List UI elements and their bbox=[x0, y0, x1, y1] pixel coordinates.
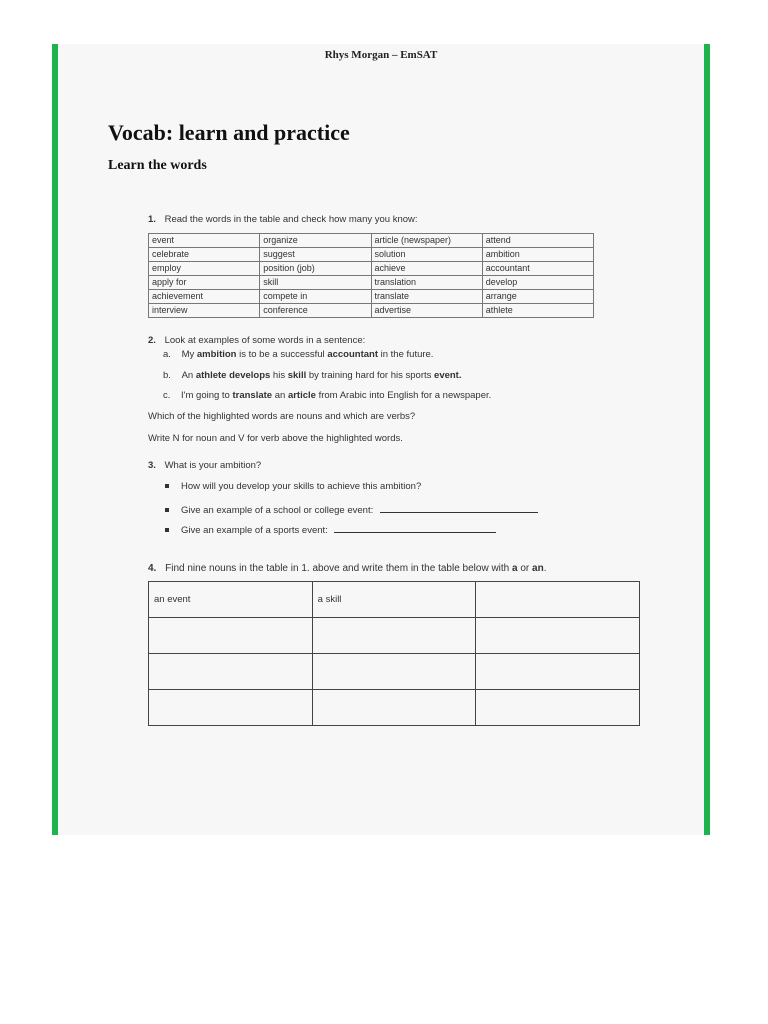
table-cell bbox=[476, 690, 640, 726]
table-row bbox=[149, 654, 640, 690]
table-cell: employ bbox=[149, 262, 260, 276]
bullet-icon bbox=[165, 508, 169, 512]
table-cell: article (newspaper) bbox=[371, 234, 482, 248]
highlighted-word: athlete develops bbox=[195, 370, 271, 381]
highlighted-word: article bbox=[287, 390, 316, 401]
question-number: 2. bbox=[148, 335, 156, 346]
question-3 bbox=[148, 460, 261, 471]
table-row bbox=[149, 276, 594, 290]
table-cell: celebrate bbox=[149, 248, 260, 262]
list-marker: c. bbox=[163, 390, 171, 401]
page-subtitle: Learn the words bbox=[108, 158, 207, 173]
question-1 bbox=[148, 214, 418, 225]
question-text: . bbox=[543, 563, 547, 574]
table-row bbox=[149, 618, 640, 654]
right-margin-bar bbox=[704, 44, 710, 835]
table-cell: accountant bbox=[482, 262, 593, 276]
table-cell bbox=[312, 654, 476, 690]
bullet-icon bbox=[165, 484, 169, 488]
table-row bbox=[149, 582, 640, 618]
table-cell: develop bbox=[482, 276, 593, 290]
list-marker: b. bbox=[163, 370, 171, 381]
table-cell: translation bbox=[371, 276, 482, 290]
table-cell: solution bbox=[371, 248, 482, 262]
highlighted-word: ambition bbox=[196, 349, 237, 360]
table-cell: achieve bbox=[371, 262, 482, 276]
table-row bbox=[149, 690, 640, 726]
table-cell: a skill bbox=[312, 582, 476, 618]
sentence-text: an bbox=[272, 390, 288, 401]
list-marker: a. bbox=[163, 349, 171, 360]
table-cell: an event bbox=[149, 582, 313, 618]
table-cell: attend bbox=[482, 234, 593, 248]
sentence-text: An bbox=[181, 370, 196, 381]
table-row bbox=[149, 248, 594, 262]
highlighted-word: translate bbox=[232, 390, 273, 401]
instruction-line: Which of the highlighted words are nouns and which are verbs? bbox=[148, 411, 416, 422]
table-row bbox=[149, 290, 594, 304]
page-title: Vocab: learn and practice bbox=[108, 120, 350, 145]
example-sentence-a bbox=[163, 349, 433, 360]
highlighted-word: skill bbox=[287, 370, 307, 381]
sentence-text: I'm going to bbox=[181, 390, 233, 401]
sentence-text: My bbox=[181, 349, 197, 360]
highlighted-word: accountant bbox=[327, 349, 378, 360]
sentence-text: is to be a successful bbox=[236, 349, 328, 360]
answer-table bbox=[148, 581, 640, 726]
table-cell: athlete bbox=[482, 304, 593, 318]
table-row bbox=[149, 234, 594, 248]
table-cell: arrange bbox=[482, 290, 593, 304]
sentence-text: in the future. bbox=[378, 349, 434, 360]
table-cell: suggest bbox=[260, 248, 371, 262]
table-cell bbox=[149, 618, 313, 654]
bullet-icon bbox=[165, 528, 169, 532]
table-cell: position (job) bbox=[260, 262, 371, 276]
table-cell: translate bbox=[371, 290, 482, 304]
table-row bbox=[149, 304, 594, 318]
question-text: Look at examples of some words in a sentence: bbox=[164, 335, 366, 346]
example-sentence-c bbox=[163, 390, 491, 401]
table-cell: achievement bbox=[149, 290, 260, 304]
bullet-text: Give an example of a sports event: bbox=[181, 525, 328, 536]
bullet-item bbox=[165, 523, 496, 536]
question-text: What is your ambition? bbox=[164, 460, 262, 471]
table-cell: organize bbox=[260, 234, 371, 248]
bullet-item bbox=[165, 503, 538, 516]
answer-blank bbox=[334, 523, 496, 533]
table-cell: skill bbox=[260, 276, 371, 290]
table-cell: compete in bbox=[260, 290, 371, 304]
highlighted-word: event. bbox=[434, 370, 462, 381]
table-cell bbox=[149, 690, 313, 726]
question-number: 4. bbox=[148, 563, 157, 574]
table-cell bbox=[476, 582, 640, 618]
table-cell bbox=[476, 654, 640, 690]
bullet-text: Give an example of a school or college event: bbox=[181, 505, 374, 516]
sentence-text: from Arabic into English for a newspaper. bbox=[315, 390, 492, 401]
table-row bbox=[149, 262, 594, 276]
vocab-table bbox=[148, 233, 594, 318]
page-header: Rhys Morgan – EmSAT bbox=[324, 49, 438, 61]
table-cell: advertise bbox=[371, 304, 482, 318]
table-cell: interview bbox=[149, 304, 260, 318]
question-text: or bbox=[517, 563, 533, 574]
question-text: Read the words in the table and check how many you know: bbox=[164, 214, 418, 225]
instruction-line: Write N for noun and V for verb above the highlighted words. bbox=[148, 433, 403, 444]
table-cell bbox=[312, 690, 476, 726]
bullet-item bbox=[165, 481, 421, 492]
highlighted-word: a bbox=[512, 563, 518, 574]
sentence-text: his bbox=[270, 370, 288, 381]
example-sentence-b bbox=[163, 370, 462, 381]
table-cell: conference bbox=[260, 304, 371, 318]
question-text: Find nine nouns in the table in 1. above and write them in the table below with bbox=[165, 563, 513, 574]
question-4 bbox=[148, 563, 546, 574]
left-margin-bar bbox=[52, 44, 58, 835]
table-cell bbox=[312, 618, 476, 654]
table-cell bbox=[149, 654, 313, 690]
table-cell: apply for bbox=[149, 276, 260, 290]
table-cell bbox=[476, 618, 640, 654]
question-2 bbox=[148, 335, 365, 346]
answer-blank bbox=[380, 503, 538, 513]
table-cell: ambition bbox=[482, 248, 593, 262]
question-number: 1. bbox=[148, 214, 156, 225]
sentence-text: by training hard for his sports bbox=[306, 370, 435, 381]
table-cell: event bbox=[149, 234, 260, 248]
bullet-text: How will you develop your skills to achieve this ambition? bbox=[181, 481, 422, 492]
highlighted-word: an bbox=[532, 563, 544, 574]
question-number: 3. bbox=[148, 460, 156, 471]
